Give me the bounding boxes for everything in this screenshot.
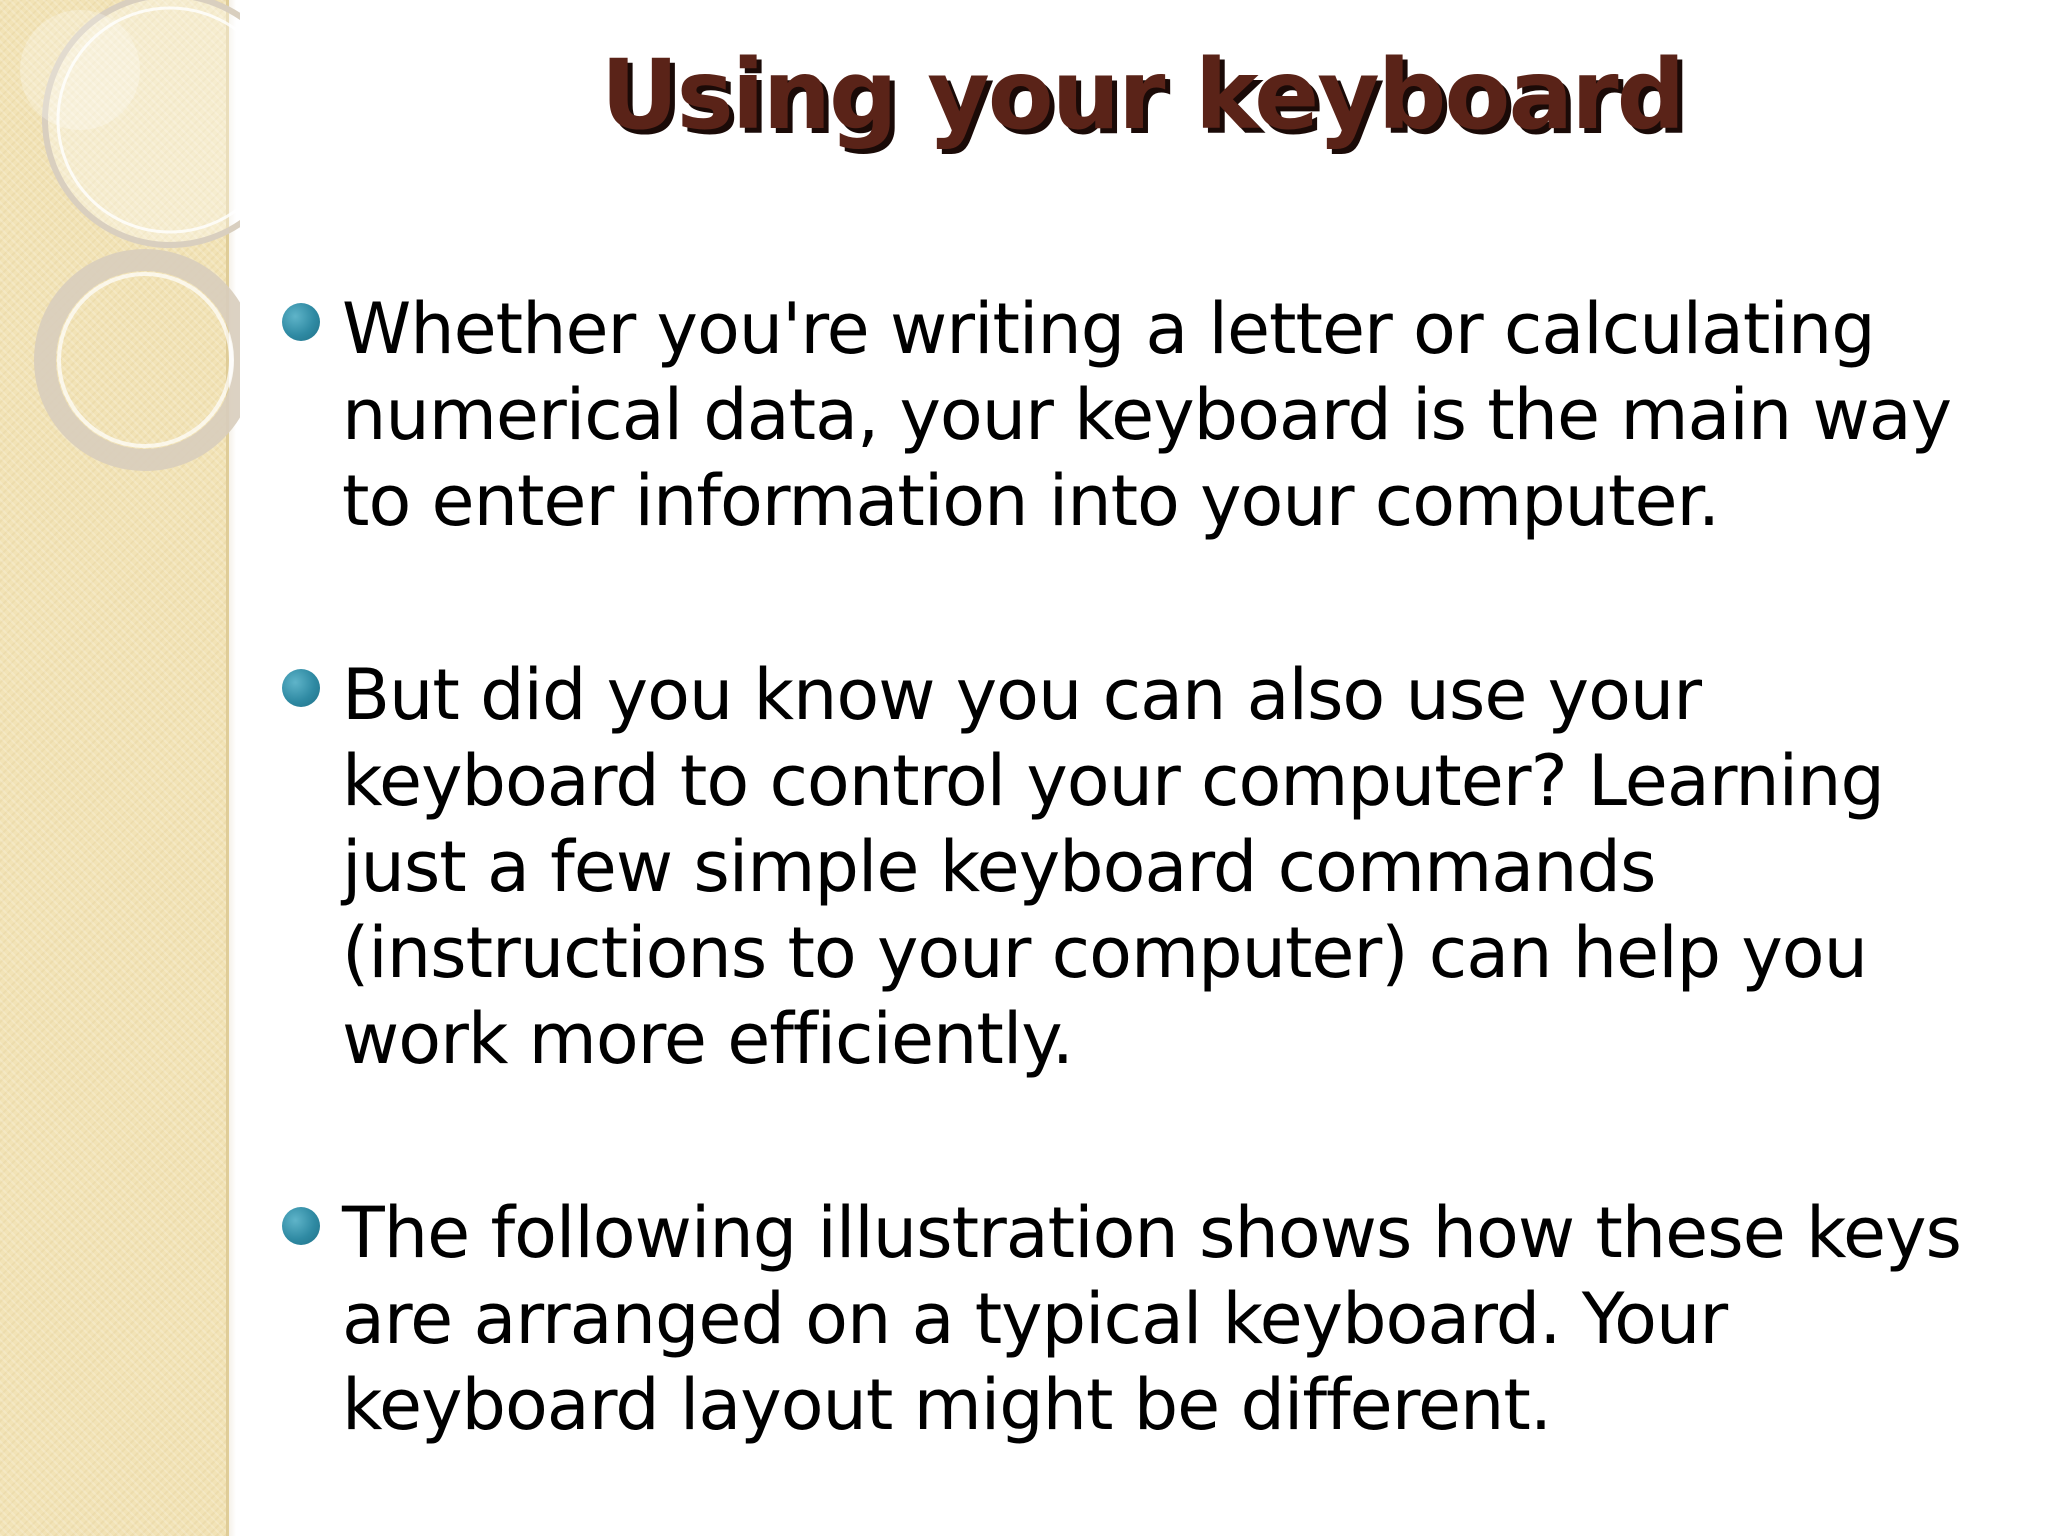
bullet-text: The following illustration shows how these keys are arranged on a typical keyboard. Your keyboard layout might be different. <box>342 1192 1962 1446</box>
rings-decoration-icon <box>0 0 240 520</box>
bullet-text: But did you know you can also use your keyboard to control your computer? Learning just a few simple keyboard commands (instructions to your computer) can help you work more efficiently. <box>342 654 1884 1080</box>
bullet-text: Whether you're writing a letter or calculating numerical data, your keyboard is the main way to enter information into your computer. <box>342 288 1952 542</box>
bullet-dot-icon <box>282 303 320 341</box>
bullet-item <box>280 286 1980 544</box>
bullet-dot-icon <box>282 1207 320 1245</box>
bullet-item <box>280 652 1980 1082</box>
slide-title-text: Using your keyboard <box>600 39 1684 151</box>
bullet-list <box>280 286 1980 1448</box>
bullet-item <box>280 1190 1980 1448</box>
bullet-dot-icon <box>282 669 320 707</box>
slide-title <box>226 30 2048 160</box>
